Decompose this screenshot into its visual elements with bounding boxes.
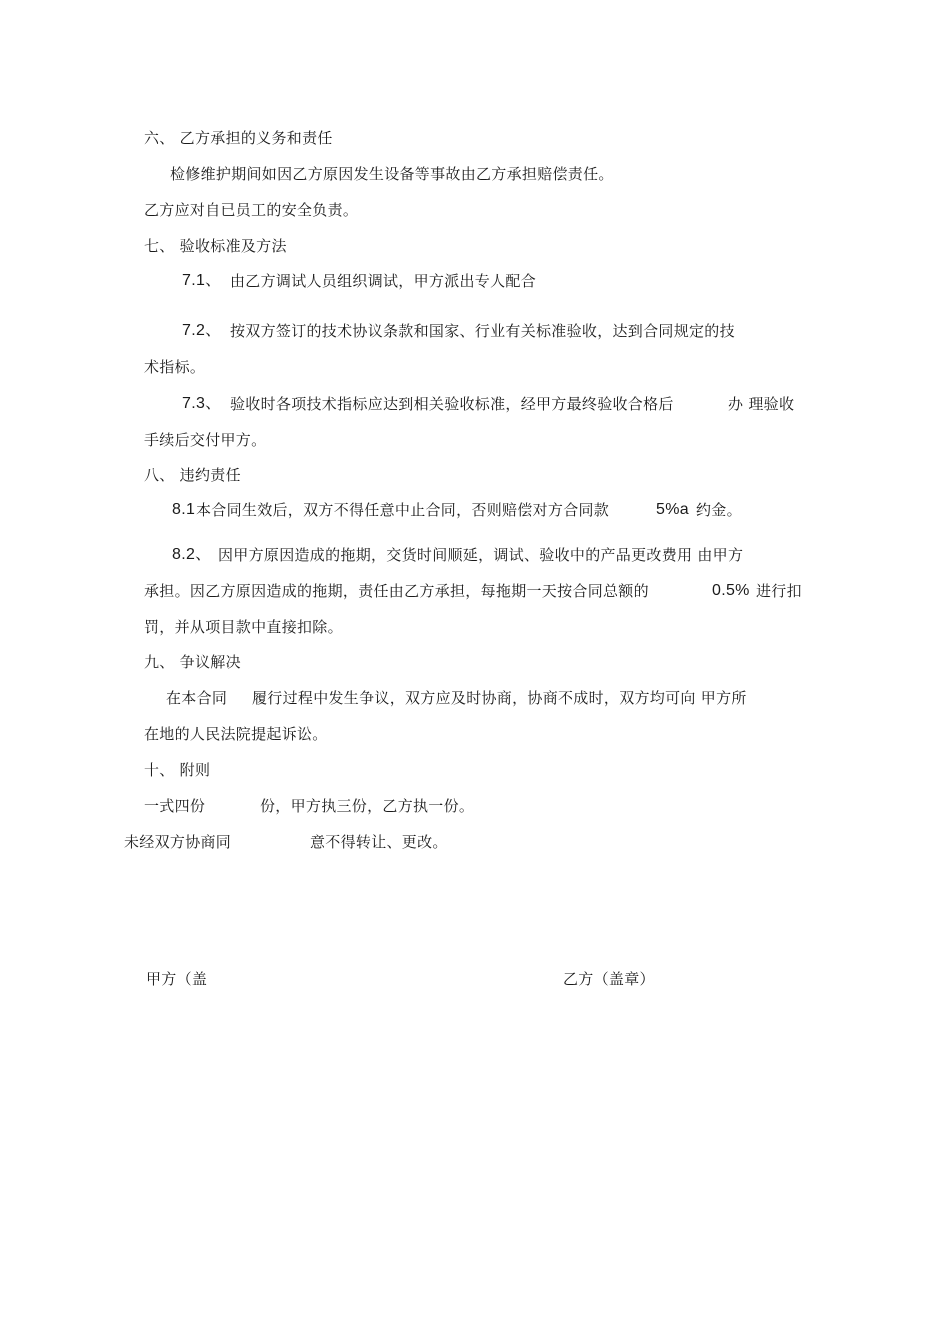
section-heading-9: 九、 争议解决: [144, 653, 241, 671]
section-heading-6: 六、 乙方承担的义务和责任: [144, 129, 333, 147]
clause-number: 7.1、: [182, 272, 222, 289]
signature-party-a: 甲方（盖: [146, 970, 208, 988]
section-heading-8: 八、 违约责任: [144, 466, 241, 484]
clause-7-2-continuation: 术指标。: [144, 358, 206, 376]
clause-text: 按双方签订的技术协议条款和国家、行业有关标准验收，达到合同规定的技: [230, 322, 735, 340]
clause-text: 验收时各项技术指标应达到相关验收标准，经甲方最终验收合格后: [230, 395, 674, 413]
section-heading-7: 七、 验收标准及方法: [144, 237, 287, 255]
paragraph-text: 履行过程中发生争议，双方应及时协商，协商不成时，双方均可向 甲方所: [252, 689, 747, 707]
clause-text: 由乙方调试人员组织调试，甲方派出专人配合: [230, 272, 537, 290]
paragraph-text: 在本合同: [166, 689, 228, 707]
clause-number: 7.2、: [182, 322, 222, 339]
paragraph-text: 乙方应对自已员工的安全负责。: [144, 201, 359, 219]
paragraph-text: 一式四份: [144, 797, 206, 815]
clause-number: 5%a: [656, 501, 689, 518]
paragraph-text: 份，甲方执三份，乙方执一份。: [260, 797, 475, 815]
clause-text: 进行扣: [756, 582, 802, 600]
paragraph-text: 在地的人民法院提起诉讼。: [144, 725, 328, 743]
paragraph-text: 未经双方协商同: [124, 833, 232, 851]
paragraph-text: 意不得转让、更改。: [310, 833, 448, 851]
paragraph-text: 检修维护期间如因乙方原因发生设备等事故由乙方承担赔偿责任。: [170, 165, 614, 183]
clause-text: 办 理验收: [728, 395, 795, 413]
section-heading-10: 十、 附则: [144, 761, 211, 779]
clause-text: 因甲方原因造成的拖期，交货时间顺延，调试、验收中的产品更改费用 由甲方: [218, 546, 744, 564]
clause-7-3-continuation: 手续后交付甲方。: [144, 431, 267, 449]
clause-text: 承担。因乙方原因造成的拖期，责任由乙方承担，每拖期一天按合同总额的: [144, 582, 649, 600]
clause-text: 本合同生效后，双方不得任意中止合同，否则赔偿对方合同款: [196, 501, 610, 519]
clause-number: 0.5%: [712, 582, 750, 599]
clause-number: 8.1: [172, 501, 196, 518]
signature-party-b: 乙方（盖章）: [563, 970, 655, 988]
clause-text: 约金。: [696, 501, 742, 519]
clause-number: 7.3、: [182, 395, 222, 412]
clause-number: 8.2、: [172, 546, 212, 563]
clause-8-2-continuation: 罚，并从项目款中直接扣除。: [144, 618, 343, 636]
